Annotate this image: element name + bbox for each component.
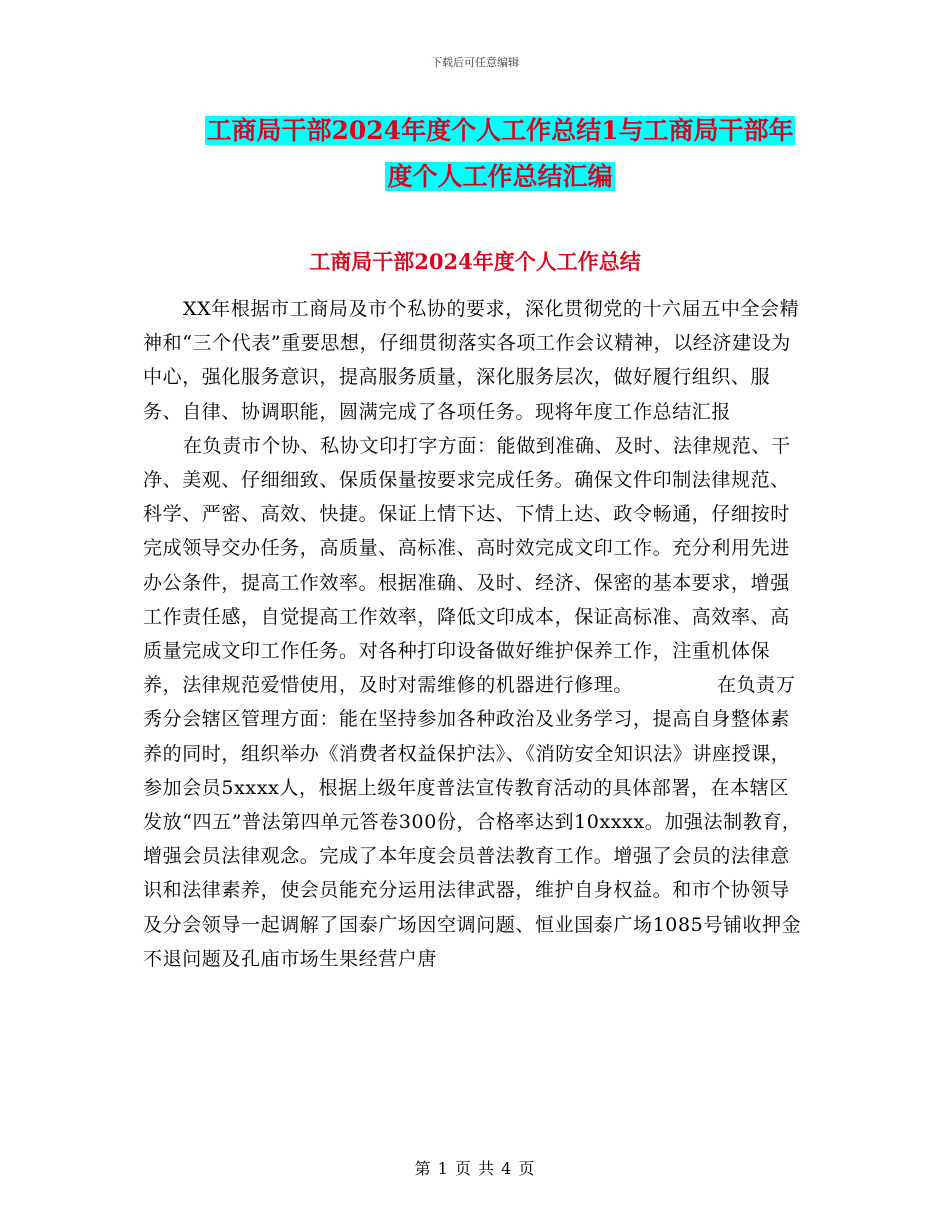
header-note: 下载后可任意编辑: [431, 56, 519, 69]
paragraph-1-text: XX年根据市工商局及市个私协的要求，深化贯彻党的十六届五中全会精神和“三个代表”重要思想，仔细贯彻落实各项工作会议精神，以经济建设为中心，强化服务意识，提高服务质量，深化服务层次，做好履行组织、服务、自律、协调职能，圆满完成了各项任务。现将年度工作总结汇报: [143, 298, 800, 423]
page-footer: 第 1 页 共 4 页: [414, 1159, 536, 1178]
document-title: [150, 108, 850, 200]
paragraph-2b-text: 在负责万秀分会辖区管理方面：能在坚持参加各种政治及业务学习，提高自身整体素养的同时，组织举办《消费者权益保护法》、《消防安全知识法》讲座授课，参加会员5xxxx人，根据上级年度普法宣传教育活动的具体部署，在本辖区发放“四五”普法第四单元答卷300份，合格率达到10xxxx。加强法制教育，增强会员法律观念。完成了本年度会员普法教育工作。增强了会员的法律意识和法律素养，使会员能充分运用法律武器，维护自身权益。和市个协领导及分会领导一起调解了国泰广场因空调问题、恒业国泰广场1085号铺收押金不退问题及孔庙市场生果经营户唐: [143, 674, 802, 970]
title-line-2: 度个人工作总结汇编: [387, 162, 613, 191]
paragraph-2a-text: 在负责市个协、私协文印打字方面：能做到准确、及时、法律规范、干净、美观、仔细细致、保质保量按要求完成任务。确保文件印制法律规范、科学、严密、高效、快捷。保证上情下达、下情上达、政令畅通，仔细按时完成领导交办任务，高质量、高标准、高时效完成文印工作。充分利用先进办公条件，提高工作效率。根据准确、及时、经济、保密的基本要求，增强工作责任感，自觉提高工作效率，降低文印成本，保证高标准、高效率、高质量完成文印工作任务。对各种打印设备做好维护保养工作，注重机体保养，法律规范爱惜使用，及时对需维修的机器进行修理。: [143, 434, 791, 697]
paragraph-1: [143, 292, 803, 429]
section-title: 工商局干部2024年度个人工作总结: [309, 249, 641, 274]
paragraph-2: [143, 429, 803, 976]
title-line-1: 工商局干部2024年度个人工作总结1与工商局干部年: [206, 116, 794, 145]
body-text: [143, 292, 803, 976]
